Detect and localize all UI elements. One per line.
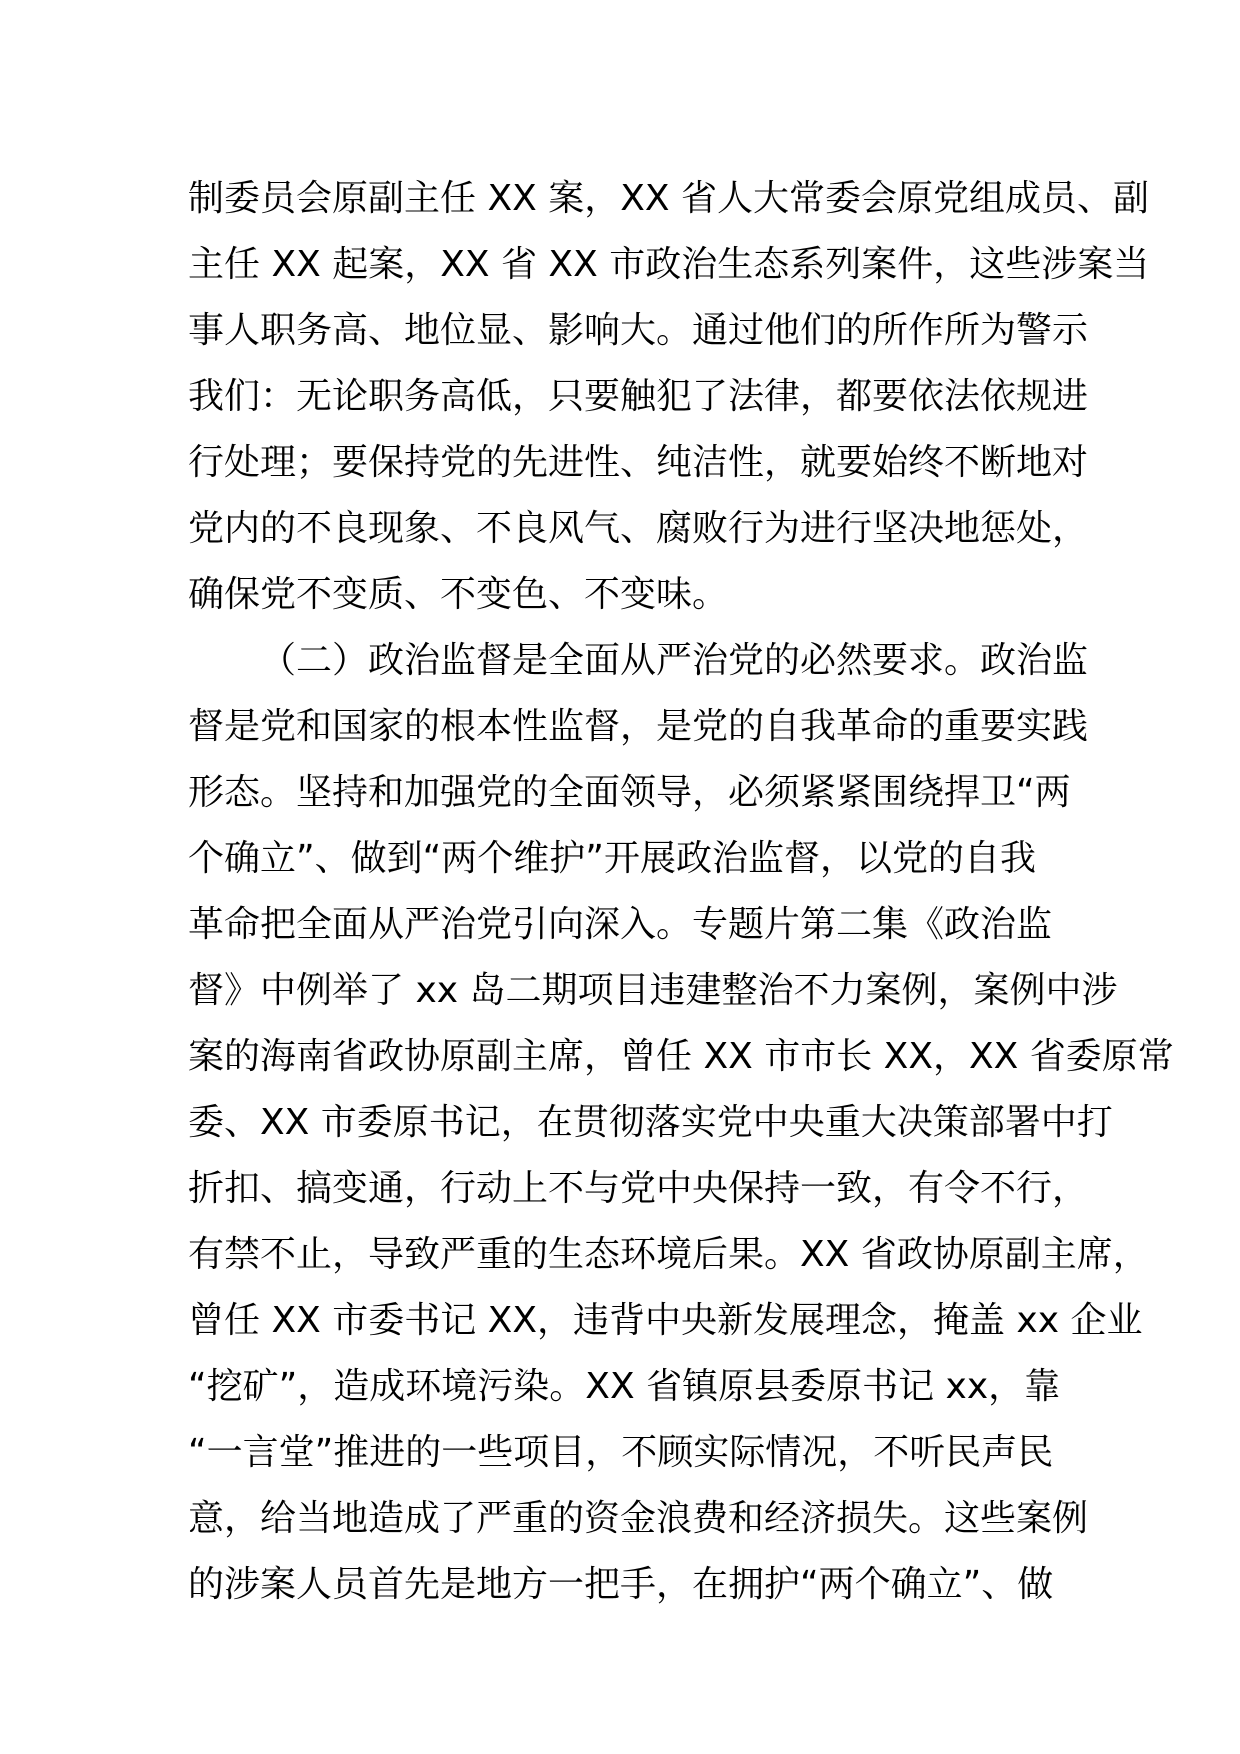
text-line: 督》中例举了 xx 岛二期项目违建整治不力案例，案例中涉 bbox=[188, 970, 1118, 1011]
section-heading-line: （二）政治监督是全面从严治党的必然要求。政治监 bbox=[260, 640, 1089, 681]
text-line: 党内的不良现象、不良风气、腐败行为进行坚决地惩处， bbox=[188, 508, 1089, 549]
text-line: 个确立”、做到“两个维护”开展政治监督，以党的自我 bbox=[188, 838, 1036, 879]
text-line: 曾任 XX 市委书记 XX，违背中央新发展理念，掩盖 xx 企业 bbox=[188, 1300, 1143, 1341]
text-line: 革命把全面从严治党引向深入。专题片第二集《政治监 bbox=[188, 904, 1053, 945]
text-line: 形态。坚持和加强党的全面领导，必须紧紧围绕捍卫“两 bbox=[188, 772, 1071, 813]
text-line: 意，给当地造成了严重的资金浪费和经济损失。这些案例 bbox=[188, 1498, 1089, 1539]
text-line: 案的海南省政协原副主席，曾任 XX 市市长 XX，XX 省委原常 bbox=[188, 1036, 1174, 1077]
text-line: “挖矿”，造成环境污染。XX 省镇原县委原书记 xx，靠 bbox=[188, 1366, 1061, 1407]
body-text bbox=[188, 166, 1174, 1618]
text-line: 督是党和国家的根本性监督，是党的自我革命的重要实践 bbox=[188, 706, 1089, 747]
text-line: 行处理；要保持党的先进性、纯洁性，就要始终不断地对 bbox=[188, 442, 1089, 483]
text-line: 事人职务高、地位显、影响大。通过他们的所作所为警示 bbox=[188, 310, 1089, 351]
text-line: 制委员会原副主任 XX 案，XX 省人大常委会原党组成员、副 bbox=[188, 178, 1149, 219]
text-line: 有禁不止，导致严重的生态环境后果。XX 省政协原副主席， bbox=[188, 1234, 1149, 1275]
text-line: 主任 XX 起案，XX 省 XX 市政治生态系列案件，这些涉案当 bbox=[188, 244, 1150, 285]
text-line: 的涉案人员首先是地方一把手，在拥护“两个确立”、做 bbox=[188, 1564, 1054, 1605]
text-line: 我们：无论职务高低，只要触犯了法律，都要依法依规进 bbox=[188, 376, 1089, 417]
text-line: 折扣、搞变通，行动上不与党中央保持一致，有令不行， bbox=[188, 1168, 1089, 1209]
text-line: “一言堂”推进的一些项目，不顾实际情况，不听民声民 bbox=[188, 1432, 1054, 1473]
text-line: 委、XX 市委原书记，在贯彻落实党中央重大决策部署中打 bbox=[188, 1102, 1113, 1143]
text-line: 确保党不变质、不变色、不变味。 bbox=[188, 574, 729, 615]
